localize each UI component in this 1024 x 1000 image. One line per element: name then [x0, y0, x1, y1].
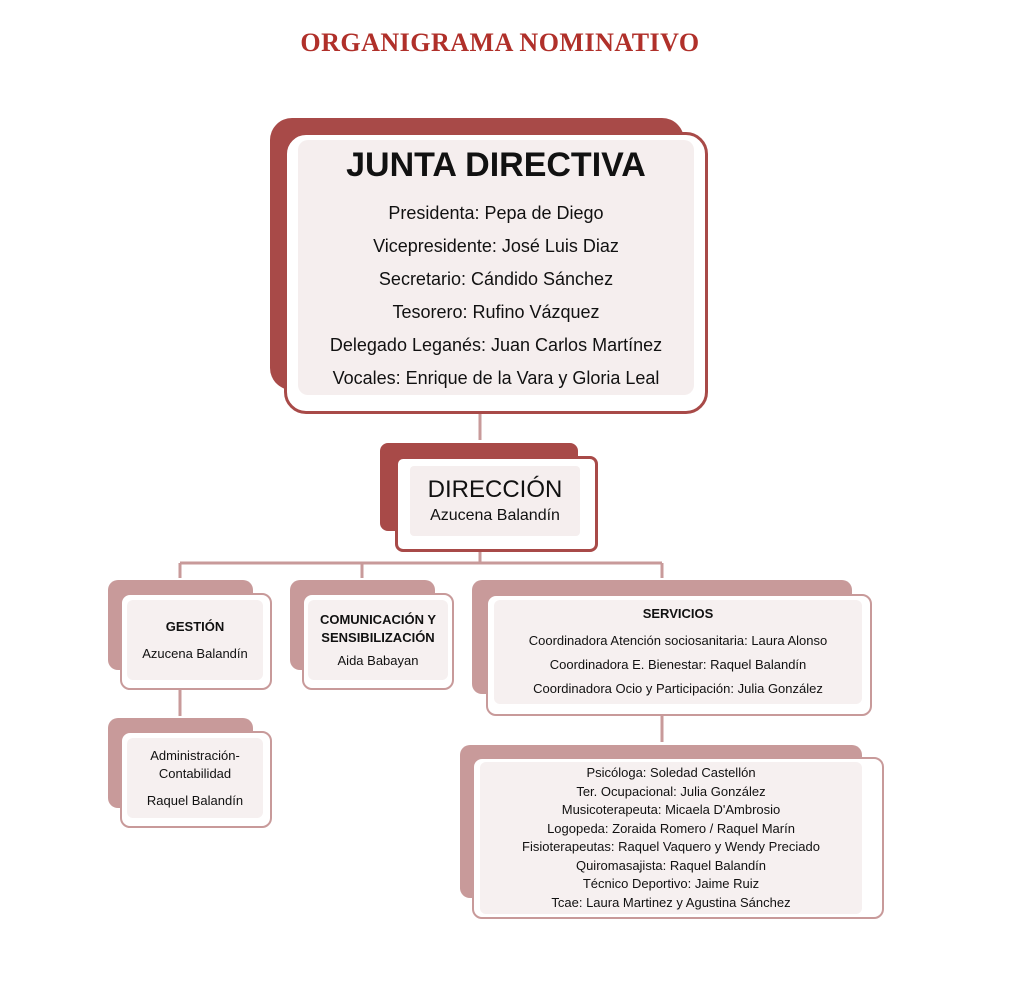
equipo-member: Técnico Deportivo: Jaime Ruiz	[582, 876, 760, 891]
equipo-content	[480, 762, 862, 914]
comunicacion-heading-1: COMUNICACIÓN Y	[319, 611, 437, 627]
comunicacion-name: Aida Babayan	[337, 652, 419, 668]
administracion-heading-2: Contabilidad	[158, 765, 232, 781]
servicios-coordinator: Coordinadora E. Bienestar: Raquel Balandín	[549, 657, 807, 672]
servicios-content	[494, 600, 862, 704]
direccion-content	[410, 466, 580, 536]
direccion-heading: DIRECCIÓN	[427, 476, 563, 503]
administracion-heading-1: Administración-	[150, 747, 240, 763]
servicios-coordinator: Coordinadora Ocio y Participación: Julia González	[533, 681, 823, 696]
administracion-content	[127, 738, 263, 818]
comunicacion-heading-2: SENSIBILIZACIÓN	[321, 629, 435, 645]
gestion-heading: GESTIÓN	[165, 618, 225, 634]
junta-member: Secretario: Cándido Sánchez	[378, 269, 614, 289]
administracion-name: Raquel Balandín	[146, 792, 244, 808]
equipo-member: Logopeda: Zoraida Romero / Raquel Marín	[547, 820, 795, 836]
equipo-member: Fisioterapeutas: Raquel Vaquero y Wendy Preciado	[522, 839, 820, 854]
direccion-name: Azucena Balandín	[430, 507, 560, 524]
servicios-heading: SERVICIOS	[642, 606, 714, 621]
junta-member: Presidenta: Pepa de Diego	[388, 203, 604, 223]
gestion-content	[127, 600, 263, 680]
servicios-coordinator: Coordinadora Atención sociosanitaria: Laura Alonso	[528, 633, 828, 648]
equipo-member: Quiromasajista: Raquel Balandín	[575, 857, 767, 873]
junta-member: Delegado Leganés: Juan Carlos Martínez	[329, 335, 663, 355]
equipo-member: Psicóloga: Soledad Castellón	[586, 765, 756, 780]
page-title: ORGANIGRAMA NOMINATIVO	[300, 28, 700, 57]
junta-member: Vocales: Enrique de la Vara y Gloria Leal	[332, 368, 660, 388]
equipo-member: Tcae: Laura Martinez y Agustina Sánchez	[551, 894, 791, 910]
junta-member: Vicepresidente: José Luis Diaz	[373, 236, 619, 256]
comunicacion-content	[308, 600, 448, 680]
equipo-member: Musicoterapeuta: Micaela D'Ambrosio	[561, 802, 781, 817]
equipo-member: Ter. Ocupacional: Julia González	[576, 783, 766, 799]
gestion-name: Azucena Balandín	[142, 645, 248, 661]
junta-directiva-content	[298, 140, 694, 395]
junta-heading: JUNTA DIRECTIVA	[346, 146, 646, 184]
junta-member: Tesorero: Rufino Vázquez	[392, 302, 600, 322]
